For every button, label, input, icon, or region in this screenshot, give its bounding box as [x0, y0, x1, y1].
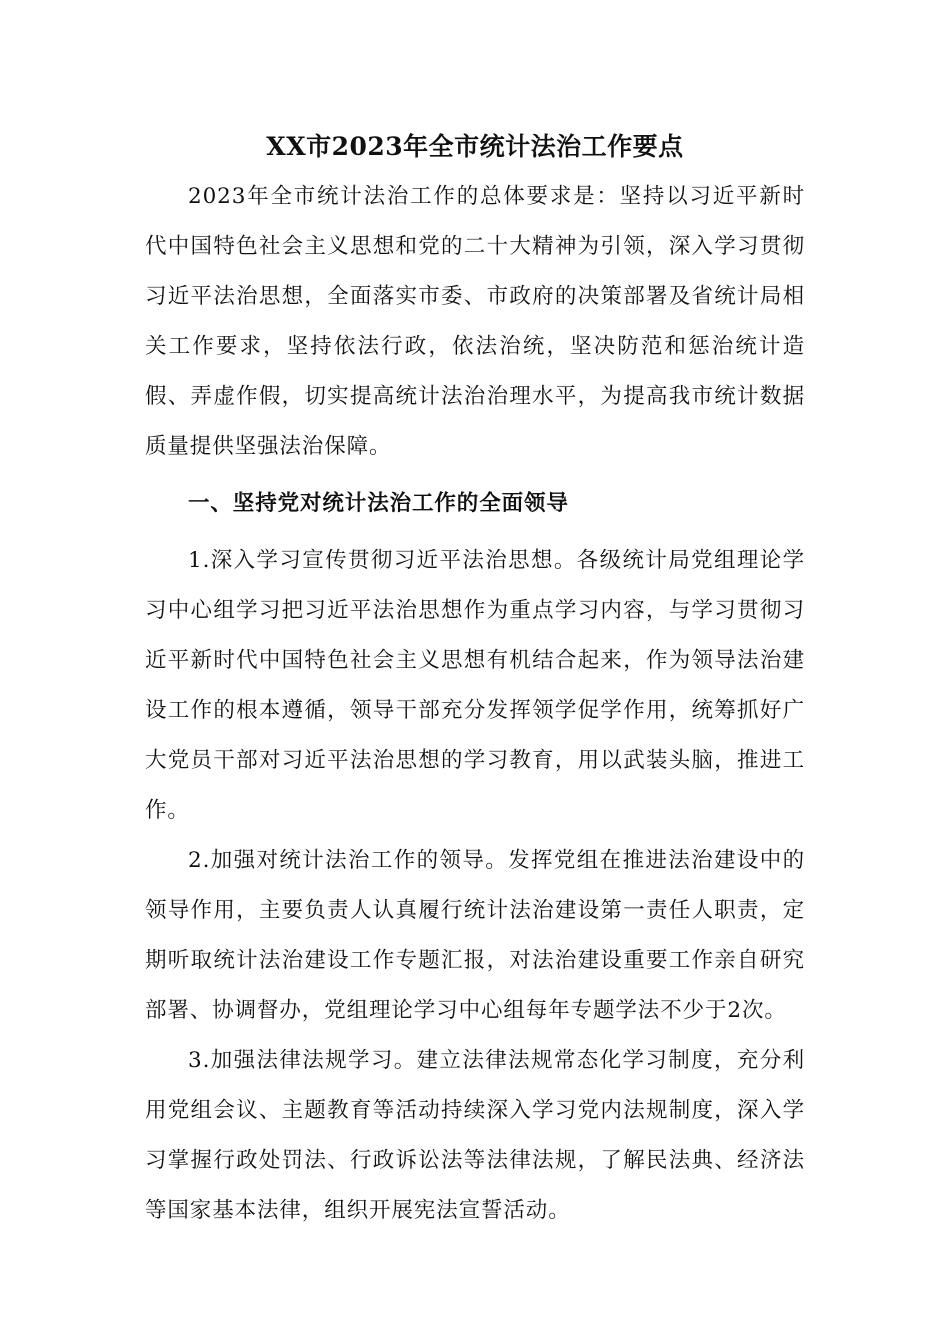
list-item: 2.加强对统计法治工作的领导。发挥党组在推进法治建设中的领导作用，主要负责人认真履行统计法治建设第一责任人职责，定期听取统计法治建设工作专题汇报，对法治建设重要工作亲自研究部署、协调督办，党组理论学习中心组每年专题学法不少于2次。 [145, 848, 805, 1023]
section-heading: 一、坚持党对统计法治工作的全面领导 [188, 491, 569, 516]
intro-paragraph: 2023年全市统计法治工作的总体要求是：坚持以习近平新时代中国特色社会主义思想和党的二十大精神为引领，深入学习贯彻习近平法治思想，全面落实市委、市政府的决策部署及省统计局相关工作要求，坚持依法行政，依法治统，坚决防范和惩治统计造假、弄虚作假，切实提高统计法治治理水平，为提高我市统计数据质量提供坚强法治保障。 [145, 184, 805, 459]
list-item: 3.加强法律法规学习。建立法律法规常态化学习制度，充分利用党组会议、主题教育等活动持续深入学习党内法规制度，深入学习掌握行政处罚法、行政诉讼法等法律法规，了解民法典、经济法等国家基本法律，组织开展宪法宣誓活动。 [145, 1048, 805, 1223]
document-title: XX市2023年全市统计法治工作要点 [266, 132, 684, 161]
list-item: 1.深入学习宣传贯彻习近平法治思想。各级统计局党组理论学习中心组学习把习近平法治思想作为重点学习内容，与学习贯彻习近平新时代中国特色社会主义思想有机结合起来，作为领导法治建设工作的根本遵循，领导干部充分发挥领学促学作用，统筹抓好广大党员干部对习近平法治思想的学习教育，用以武装头脑，推进工作。 [145, 548, 805, 823]
document-body [145, 172, 805, 1236]
